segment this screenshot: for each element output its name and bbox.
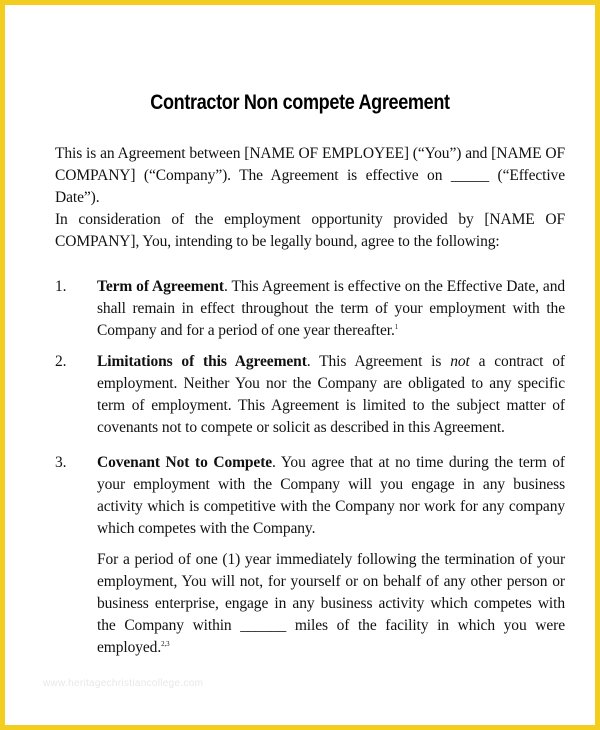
clause-covenant-not-to-compete [55,452,565,540]
clause-content [97,452,565,540]
covenant-sub-paragraph [97,549,565,659]
footnote-marker: 1 [394,323,399,331]
clause-limitations [55,351,565,439]
clause-content [97,351,565,439]
clause-number: 1. [55,278,67,295]
clause-number: 2. [55,353,67,370]
clause-text: . This Agreement is [306,353,451,370]
clause-heading: Covenant Not to Compete [97,454,273,471]
clause-text: . This Agreement is effective on the Effective Date, and shall remain in effect throughout the term of your employment with the Company and for a period of one year thereafter. [97,278,565,339]
clause-text: . You agree that at no time during the term of your employment with the Company will you engage in any business activity which is competitive with the Company nor work for any company which competes with the Company. [97,454,565,537]
watermark: www.heritagechristiancollege.com [43,678,204,689]
clause-number: 3. [55,454,67,471]
intro-paragraph: This is an Agreement between [NAME OF EMPLOYEE] (“You”) and [NAME OF COMPANY] (“Company”). The Agreement is effective on _____ (“Effective Date”). [55,145,565,206]
sub-paragraph-text: For a period of one (1) year immediately following the termination of your employment, You will not, for yourself or on behalf of any other person or business enterprise, engage in any business activity which competes with the Company within ______ miles of the facility in which you were employed. [97,551,565,656]
clause-content [97,276,565,342]
clause-heading: Limitations of this Agreement [97,353,307,370]
consideration-paragraph: In consideration of the employment opportunity provided by [NAME OF COMPANY], You, intending to be legally bound, agree to the following: [55,211,565,250]
document-title: Contractor Non compete Agreement [150,91,450,114]
footnote-marker: 2,3 [161,640,170,648]
clause-heading: Term of Agreement [97,278,224,295]
clause-emphasis: not [450,353,470,370]
document-page [5,5,595,725]
clause-term-of-agreement [55,276,565,342]
clause-text: a contract of employment. Neither You nor the Company are obligated to any specific term of employment. This Agreement is limited to the subject matter of covenants not to compete or solicit as described in this Agreement. [97,353,565,436]
